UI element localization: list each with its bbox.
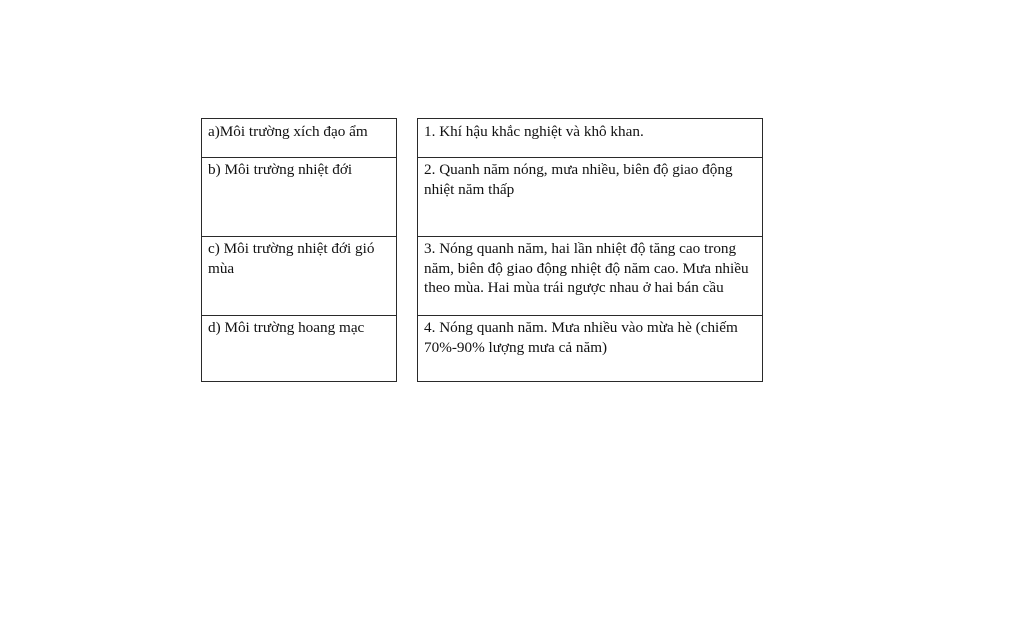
environment-cell-c: c) Môi trường nhiệt đới gió mùa (202, 237, 396, 316)
characteristic-cell-3: 3. Nóng quanh năm, hai lần nhiệt độ tăng cao trong năm, biên độ giao động nhiệt độ năm cao. Mưa nhiều theo mùa. Hai mùa trái ngược nhau ở hai bán cầu (418, 237, 762, 316)
environment-cell-d: d) Môi trường hoang mạc (208, 319, 365, 336)
environment-cell-a: a)Môi trường xích đạo ẩm (202, 119, 396, 158)
environment-column (201, 118, 397, 382)
characteristic-cell-4: 4. Nóng quanh năm. Mưa nhiều vào mừa hè (chiếm 70%-90% lượng mưa cả năm) (424, 319, 738, 356)
characteristic-cell-1: 1. Khí hậu khắc nghiệt và khô khan. (418, 119, 762, 158)
characteristics-column (417, 118, 763, 382)
characteristic-cell-2: 2. Quanh năm nóng, mưa nhiều, biên độ giao động nhiệt năm thấp (418, 158, 762, 237)
environment-cell-b: b) Môi trường nhiệt đới (202, 158, 396, 237)
